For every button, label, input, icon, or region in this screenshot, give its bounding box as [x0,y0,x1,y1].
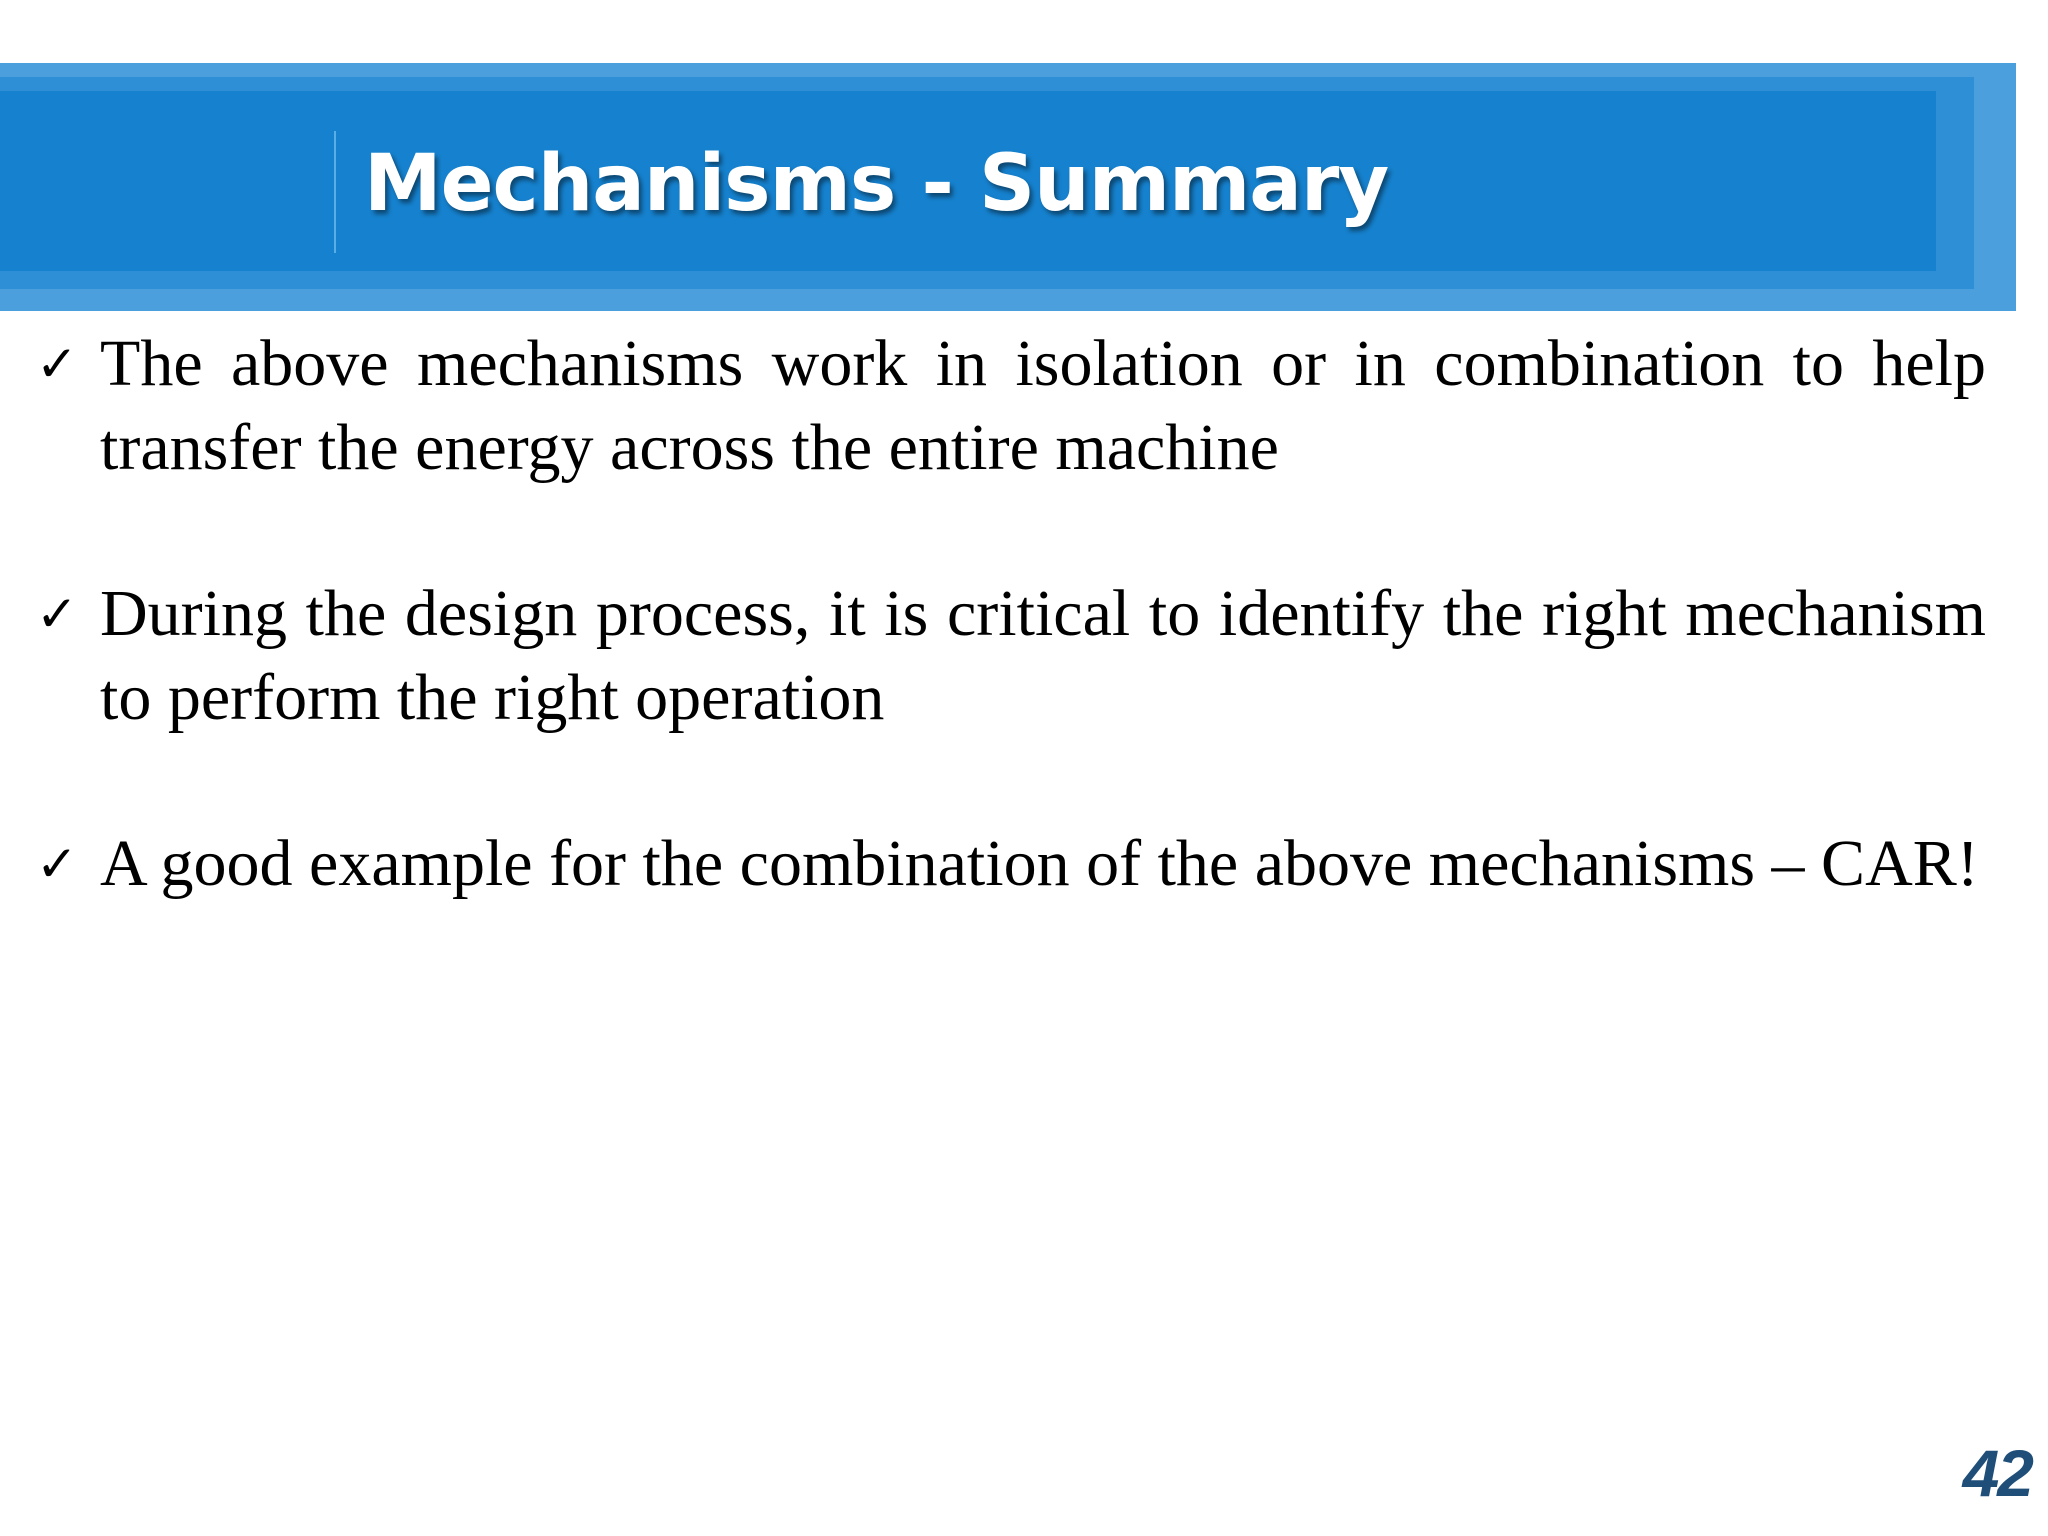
bullet-item [36,572,1986,740]
check-icon: ✓ [36,835,78,893]
bullet-item [36,822,1986,906]
title-banner-inner [0,91,1936,271]
title-banner [0,63,2016,311]
title-divider [334,131,336,253]
check-icon: ✓ [36,585,78,643]
bullet-text: A good example for the combination of the above mechanisms – CAR! [100,827,1979,900]
check-icon: ✓ [36,335,78,393]
bullet-text: During the design process, it is critical to identify the right mechanism to perform the right operation [100,577,1986,734]
bullet-text: The above mechanisms work in isolation or in combination to help transfer the energy across the entire machine [100,327,1986,484]
bullet-list [36,322,1986,988]
bullet-item [36,322,1986,490]
slide-title: Mechanisms - Summary [364,139,1389,229]
title-banner-band [0,77,1974,289]
page-number: 42 [1962,1436,2032,1510]
